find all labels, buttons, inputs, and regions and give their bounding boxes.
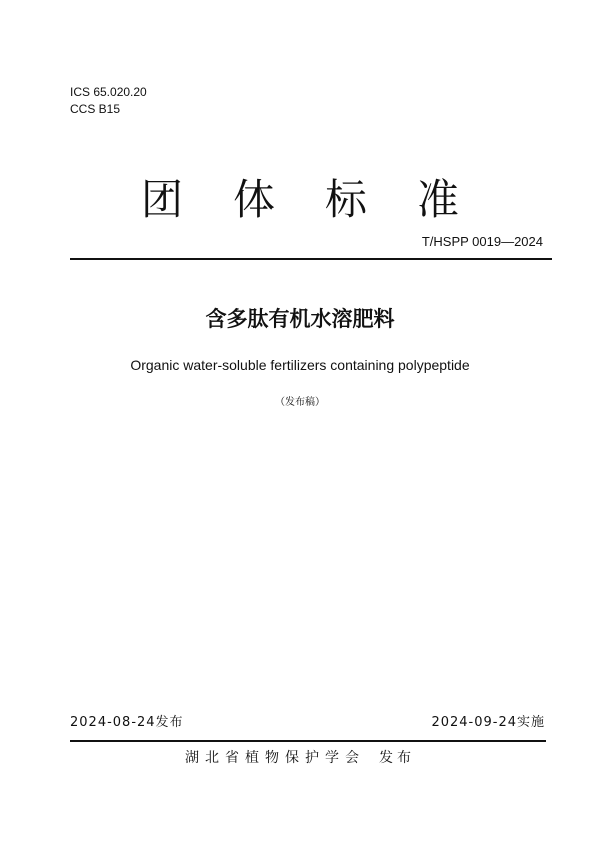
english-title: Organic water-soluble fertilizers containing polypeptide (130, 357, 470, 373)
standard-number: T/HSPP 0019—2024 (421, 234, 543, 249)
publisher-action: 发布 (379, 750, 415, 766)
bottom-divider (70, 740, 546, 742)
chinese-title: 含多肽有机水溶肥料 (205, 307, 395, 331)
issue-date: 2024-08-24发布 (70, 715, 184, 730)
classification-codes (70, 84, 147, 118)
ccs-code: CCS B15 (70, 102, 121, 116)
draft-label: （发布稿） (275, 397, 325, 408)
implementation-date: 2024-09-24实施 (431, 715, 545, 730)
ics-code: ICS 65.020.20 (70, 85, 147, 99)
publisher-line (0, 748, 600, 768)
top-divider (70, 258, 552, 260)
publisher-organization: 湖北省植物保护学会 (185, 750, 365, 766)
standard-type-title: 团体标准 (140, 175, 509, 224)
